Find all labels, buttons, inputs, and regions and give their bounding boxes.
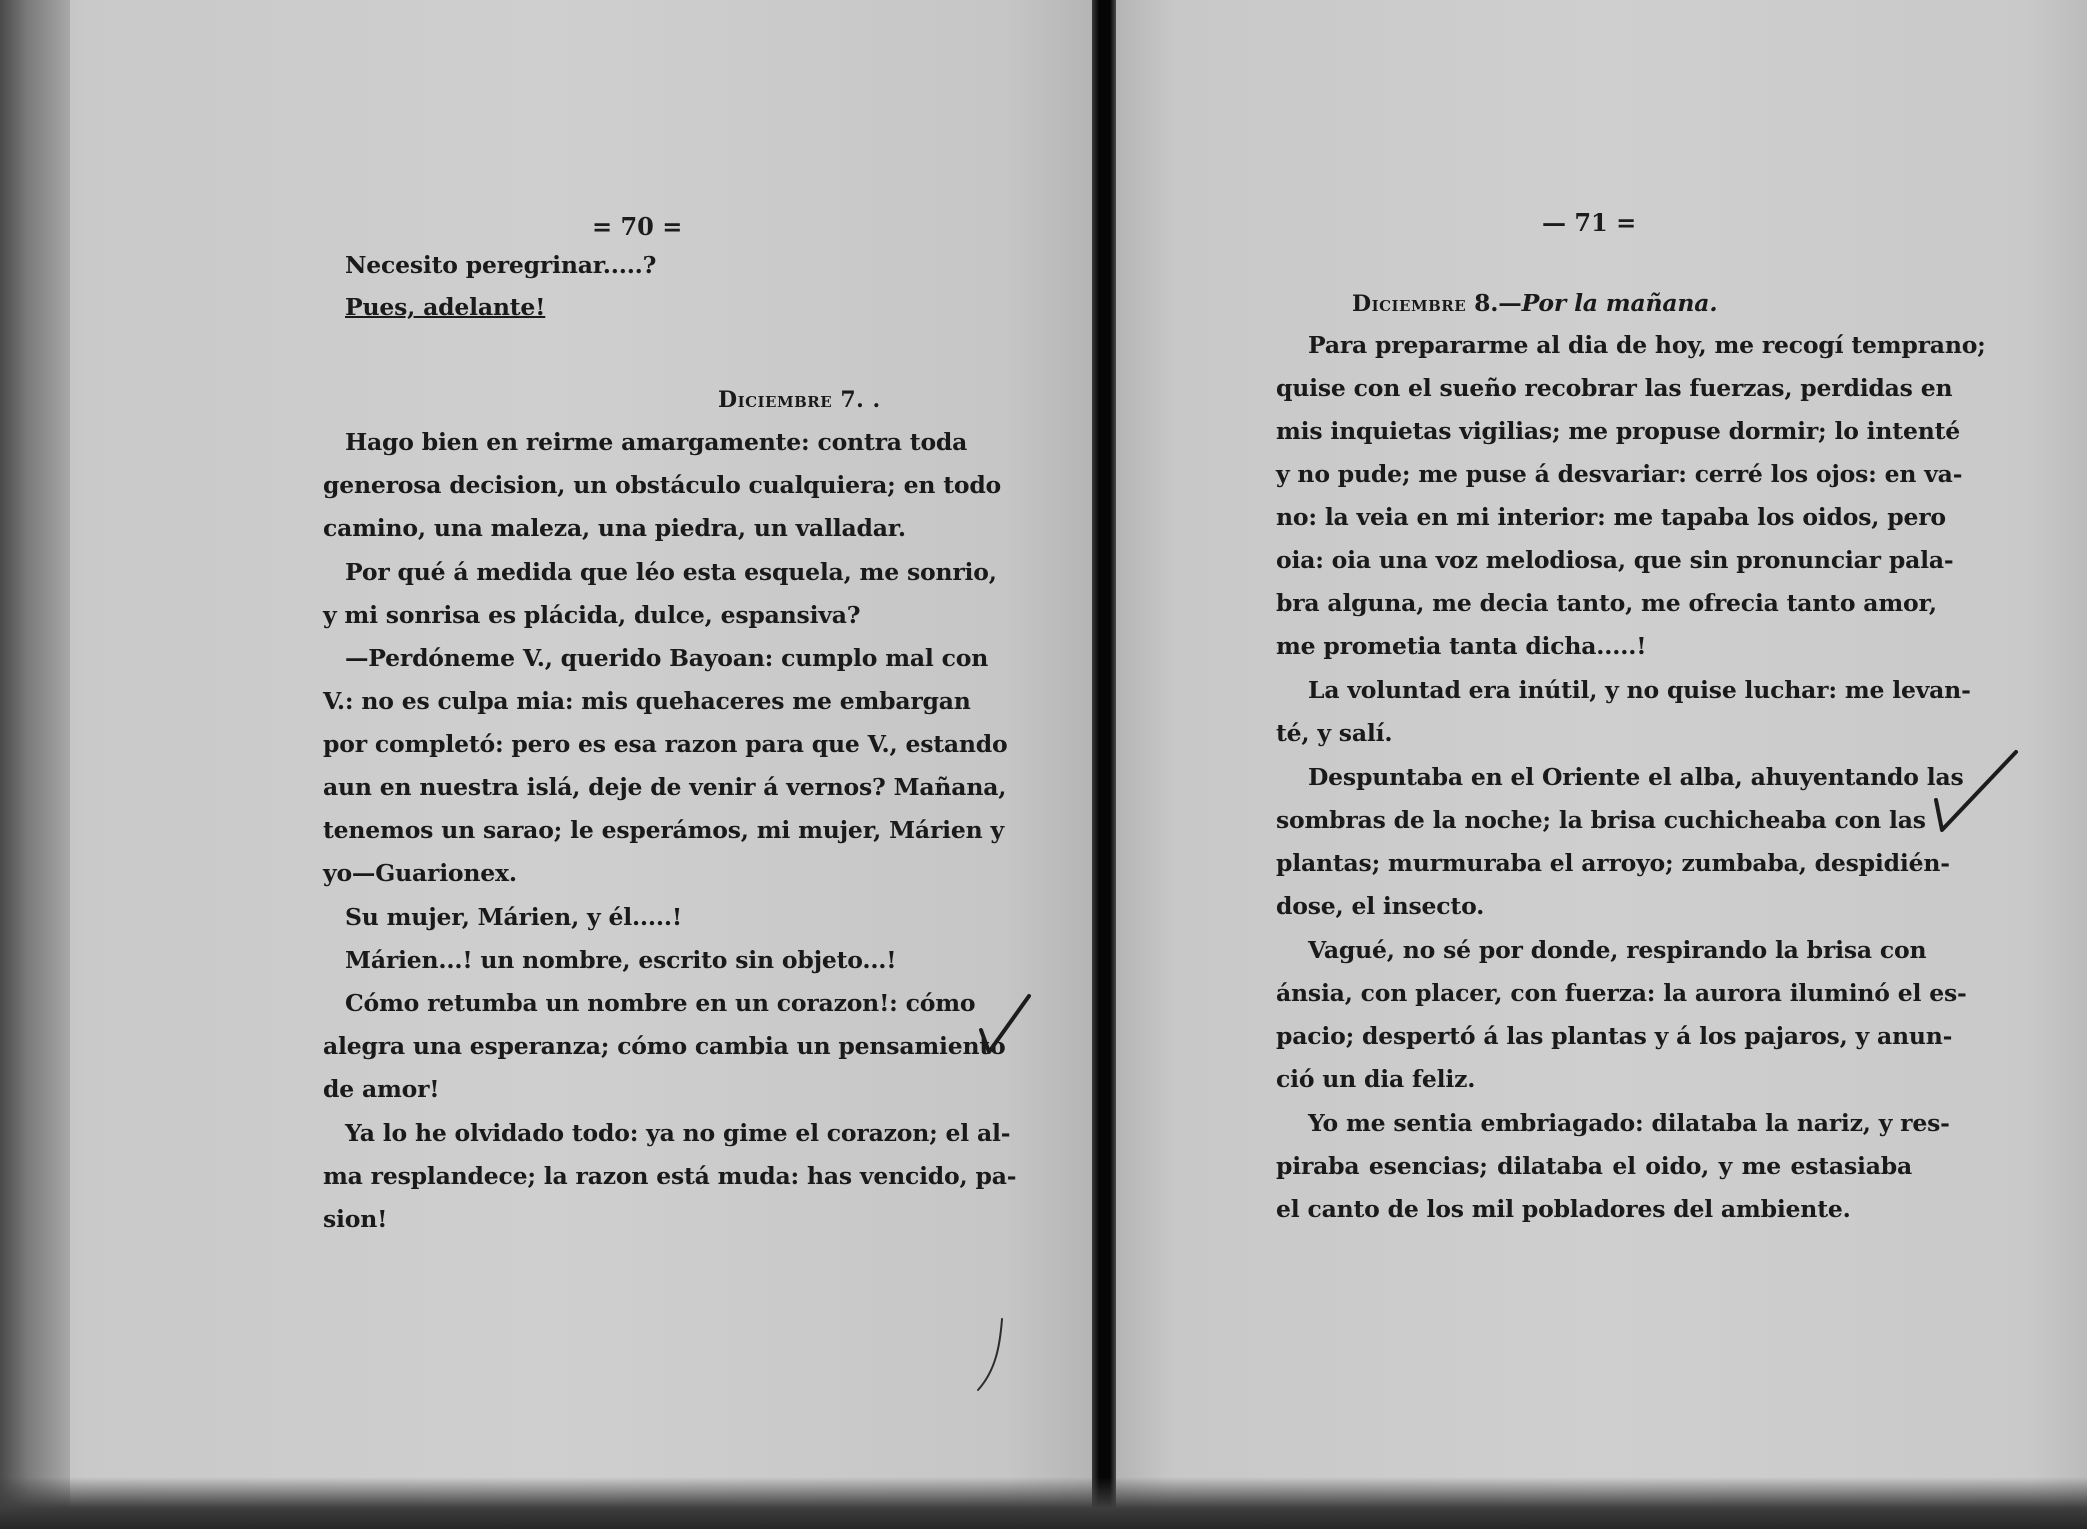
paragraph-line: de amor!	[323, 1075, 440, 1103]
date-heading-number: 8.—	[1474, 289, 1522, 317]
paragraph-line: plantas; murmuraba el arroyo; zumbaba, despidién-	[1276, 849, 1950, 877]
date-heading-word: Diciembre	[1352, 291, 1467, 317]
book-gutter	[1092, 0, 1116, 1529]
paragraph-line: me prometia tanta dicha.....!	[1276, 632, 1647, 660]
paragraph-line: Su mujer, Márien, y él.....!	[345, 903, 682, 931]
paragraph-line: yo—Guarionex.	[323, 859, 517, 887]
paragraph-line: por completó: pero es esa razon para que V., estando	[323, 730, 1008, 758]
scan-bottom-shadow	[0, 1477, 2087, 1529]
date-heading-italic: Por la mañana.	[1521, 289, 1718, 317]
paragraph-line: sion!	[323, 1205, 388, 1233]
paragraph-line: ció un dia feliz.	[1276, 1065, 1476, 1093]
paragraph-line: quise con el sueño recobrar las fuerzas, perdidas en	[1276, 374, 1953, 402]
paragraph-line: no: la veia en mi interior: me tapaba los oidos, pero	[1276, 503, 1946, 531]
paragraph-line: camino, una maleza, una piedra, un valladar.	[323, 514, 906, 542]
paragraph-line: V.: no es culpa mia: mis quehaceres me embargan	[323, 687, 971, 715]
paragraph-line: oia: oia una voz melodiosa, que sin pronunciar pala-	[1276, 546, 1954, 574]
page-edge-shadow	[0, 0, 70, 1529]
paragraph-line: Vagué, no sé por donde, respirando la brisa con	[1308, 936, 1927, 964]
handwritten-check-mark-icon	[975, 990, 1035, 1060]
paragraph-line: y mi sonrisa es plácida, dulce, espansiva?	[323, 601, 861, 629]
paragraph-line: sombras de la noche; la brisa cuchicheaba con las	[1276, 806, 1926, 834]
paragraph-line: mis inquietas vigilias; me propuse dormir; lo intenté	[1276, 417, 1960, 445]
paragraph-line: Hago bien en reirme amargamente: contra toda	[345, 428, 968, 456]
page-number-70: = 70 =	[592, 212, 683, 241]
paragraph-line: generosa decision, un obstáculo cualquiera; en todo	[323, 471, 1002, 499]
right-page	[1116, 0, 2087, 1529]
paragraph-line: Para prepararme al dia de hoy, me recogí temprano;	[1308, 331, 1986, 359]
date-heading-dec-7: Diciembre 7. .	[718, 387, 881, 413]
paragraph-line: Ya lo he olvidado todo: ya no gime el corazon; el al-	[345, 1119, 1011, 1147]
paragraph-line: piraba esencias; dilataba el oido, y me estasiaba	[1276, 1152, 1912, 1180]
paragraph-line: Por qué á medida que léo esta esquela, me sonrio,	[345, 558, 997, 586]
paragraph-line: La voluntad era inútil, y no quise luchar: me levan-	[1308, 676, 1971, 704]
handwritten-check-mark-icon	[1924, 742, 2024, 842]
paragraph-line: el canto de los mil pobladores del ambiente.	[1276, 1195, 1851, 1223]
paragraph-line: alegra una esperanza; cómo cambia un pensamiento	[323, 1032, 1006, 1060]
paragraph-line: Yo me sentia embriagado: dilataba la nariz, y res-	[1308, 1109, 1950, 1137]
pencil-stroke-icon	[970, 1315, 1010, 1395]
paragraph-line: tenemos un sarao; le esperámos, mi mujer, Márien y	[323, 816, 1004, 844]
paragraph-line: ma resplandece; la razon está muda: has vencido, pa-	[323, 1162, 1017, 1190]
paragraph-line: Cómo retumba un nombre en un corazon!: cómo	[345, 989, 976, 1017]
page-number-71: — 71 =	[1542, 208, 1637, 237]
paragraph-line: ánsia, con placer, con fuerza: la aurora iluminó el es-	[1276, 979, 1967, 1007]
opening-line-2: Pues, adelante!	[345, 293, 546, 321]
paragraph-line: té, y salí.	[1276, 719, 1393, 747]
paragraph-line: aun en nuestra islá, deje de venir á vernos? Mañana,	[323, 773, 1007, 801]
paragraph-line: Márien...! un nombre, escrito sin objeto...!	[345, 946, 897, 974]
paragraph-line: bra alguna, me decia tanto, me ofrecia tanto amor,	[1276, 589, 1937, 617]
date-heading-dec-8	[1352, 288, 1717, 319]
paragraph-line: —Perdóneme V., querido Bayoan: cumplo mal con	[345, 644, 989, 672]
paragraph-line: dose, el insecto.	[1276, 892, 1485, 920]
paragraph-line: pacio; despertó á las plantas y á los pajaros, y anun-	[1276, 1022, 1953, 1050]
paragraph-line: Despuntaba en el Oriente el alba, ahuyentando las	[1308, 763, 1964, 791]
paragraph-line: y no pude; me puse á desvariar: cerré los ojos: en va-	[1276, 460, 1963, 488]
opening-line-1: Necesito peregrinar.....?	[345, 251, 657, 279]
